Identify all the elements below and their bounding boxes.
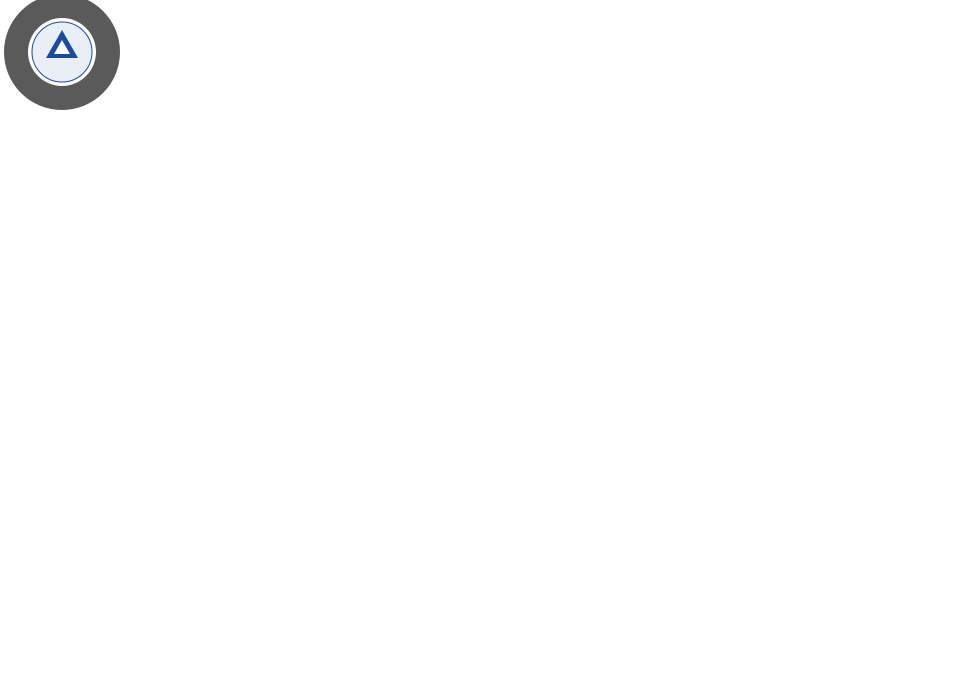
tetra-pak-logo: [0, 0, 128, 110]
